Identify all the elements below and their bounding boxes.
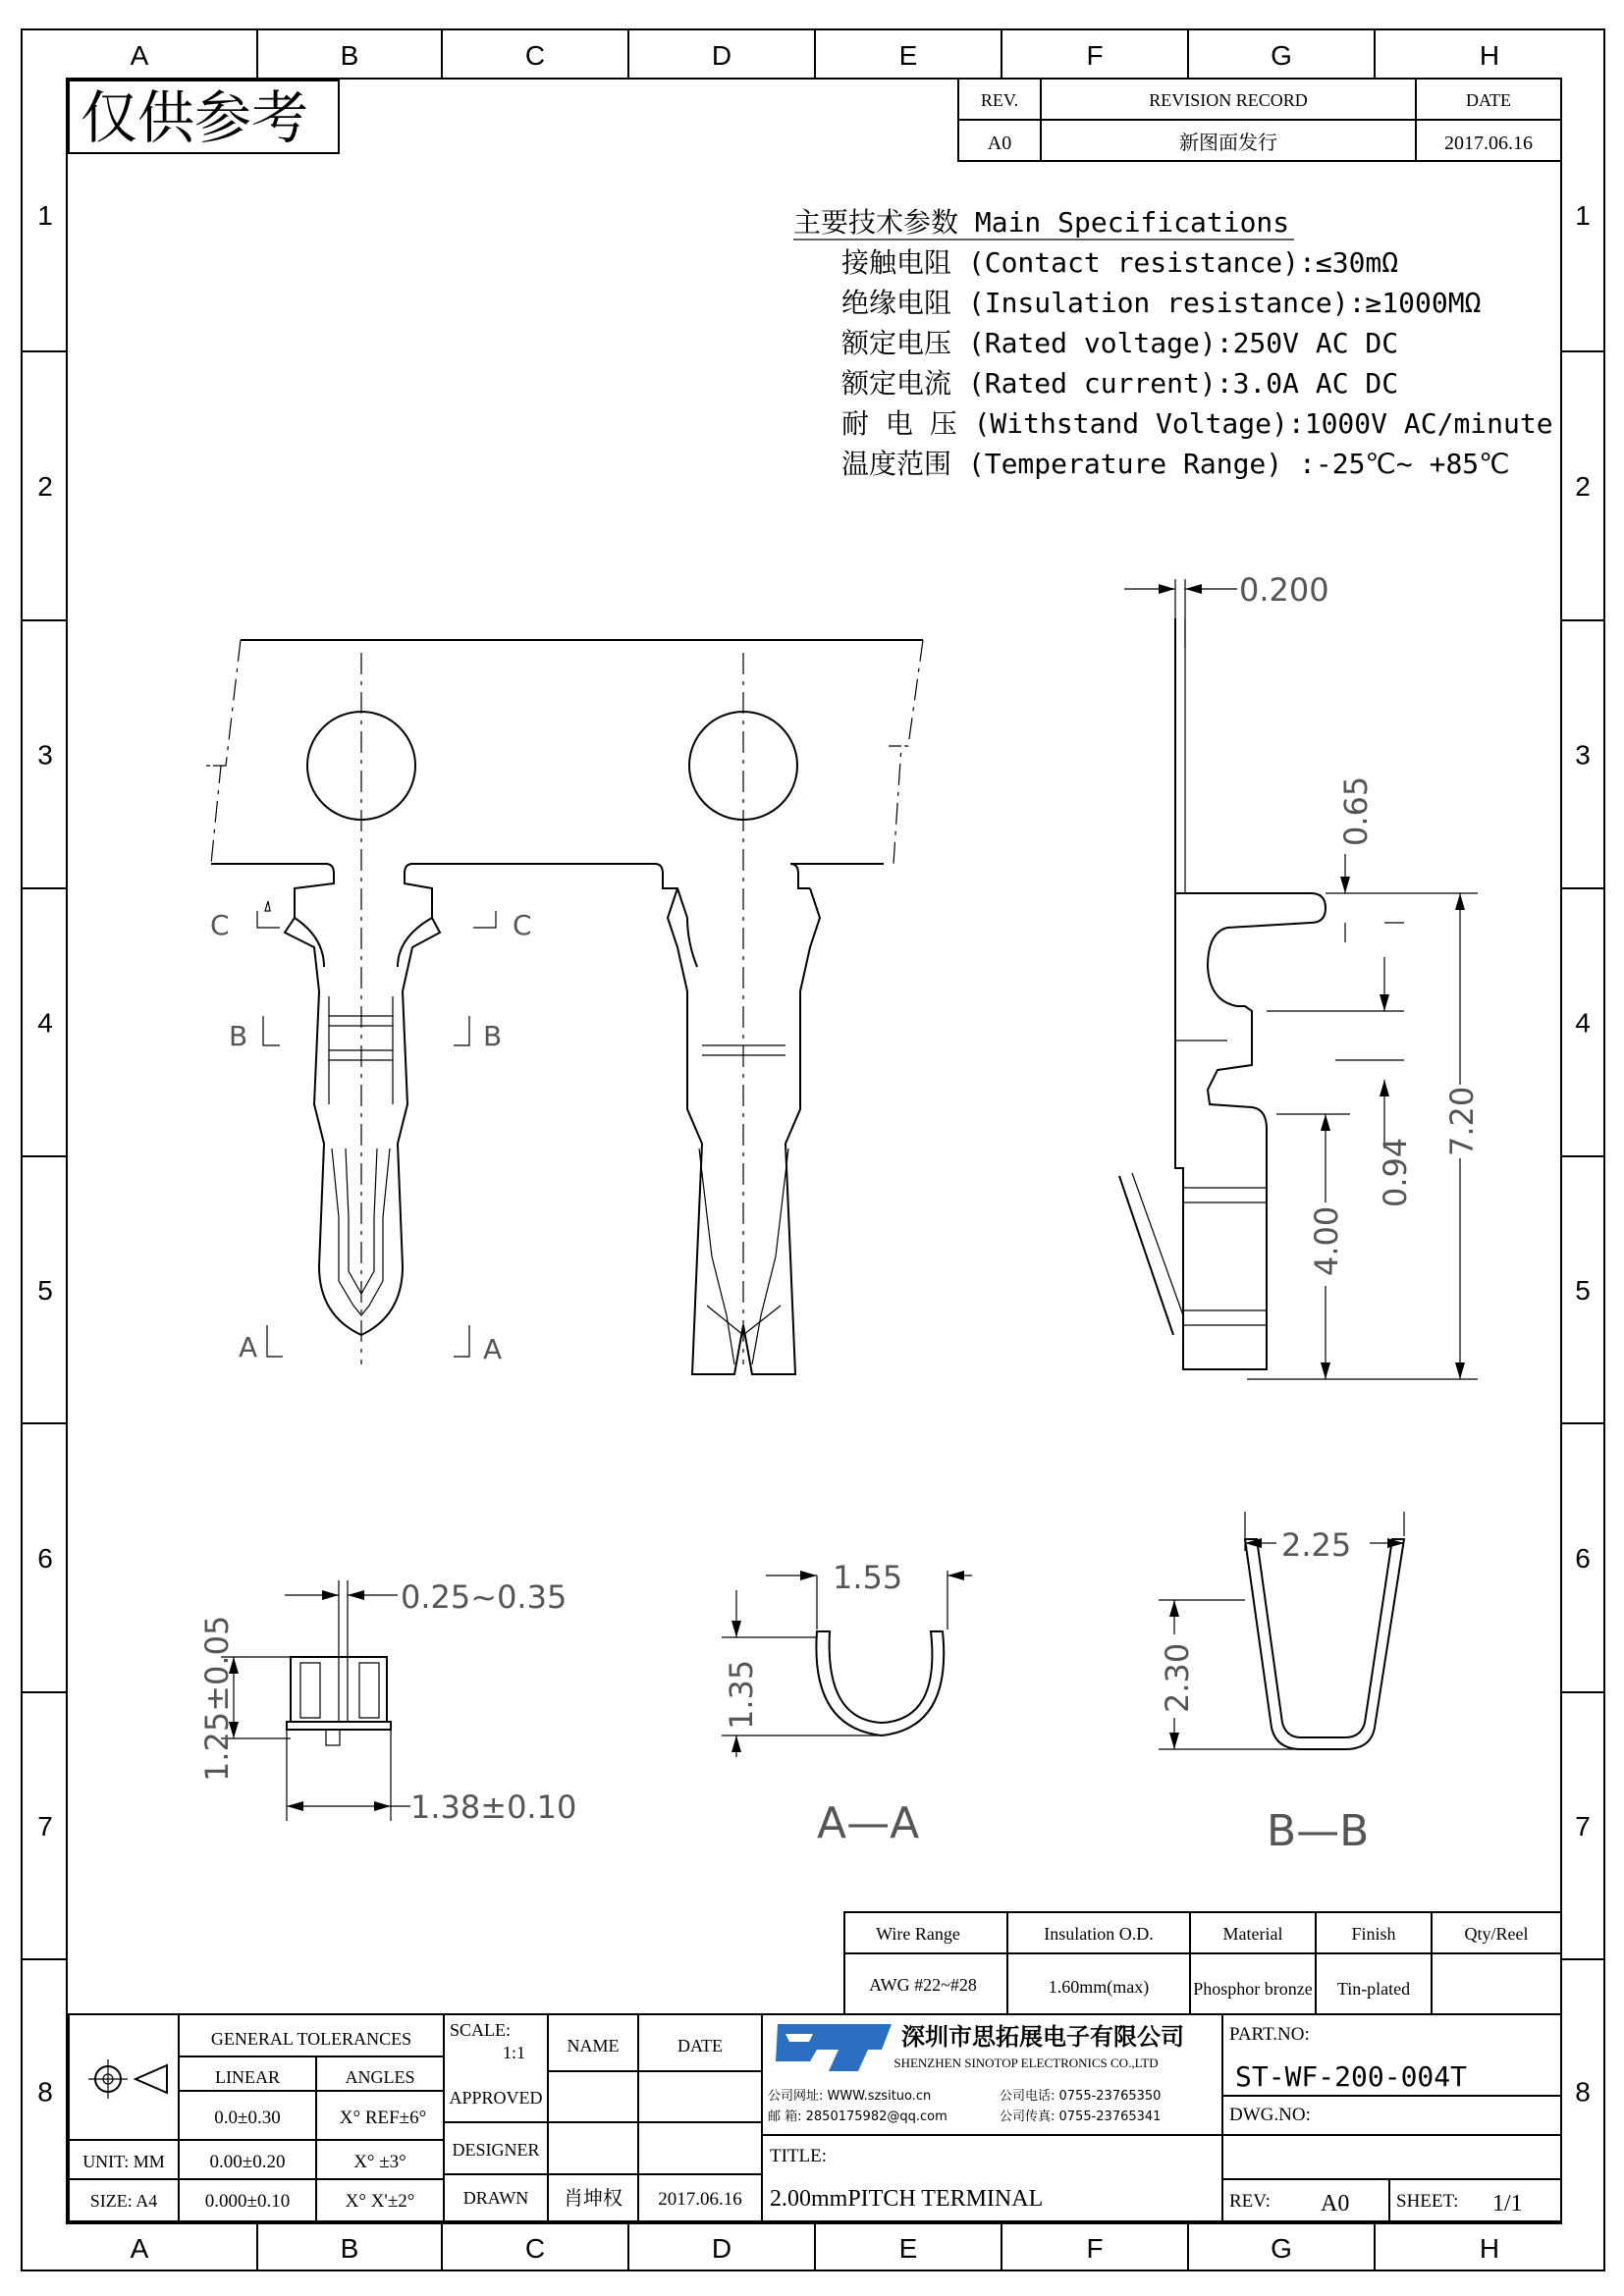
sheet-value: 1/1 (1492, 2191, 1523, 2216)
size-label: SIZE: A4 (89, 2191, 158, 2211)
scale-label: SCALE: (450, 2020, 512, 2040)
zone-row-5-right: 5 (1575, 1275, 1591, 1306)
zone-col-A-top: A (130, 40, 149, 71)
spec-rated-voltage: 额定电压 (Rated voltage):250V AC DC (841, 327, 1399, 359)
dim-gap: 0.25~0.35 (401, 1578, 568, 1616)
zone-col-H-bottom: H (1479, 2233, 1500, 2264)
angles-label: ANGLES (345, 2067, 415, 2087)
sheet-label: SHEET: (1396, 2191, 1459, 2212)
date-header: DATE (1466, 90, 1511, 110)
section-mark-a-left: A (239, 1331, 258, 1363)
main-specifications (793, 206, 1553, 480)
projection-symbol (88, 2059, 167, 2099)
dim-094: 0.94 (1377, 1137, 1414, 1207)
part-no-value: ST-WF-200-004T (1235, 2060, 1468, 2093)
zone-col-F-bottom: F (1086, 2233, 1104, 2264)
zone-row-2-right: 2 (1575, 471, 1591, 502)
zone-row-8-right: 8 (1575, 2076, 1591, 2108)
finish-header: Finish (1351, 1924, 1396, 1944)
qty-reel-header: Qty/Reel (1464, 1924, 1529, 1944)
spec-temperature-range: 温度范围 (Temperature Range) :-25℃~ +85℃ (841, 448, 1510, 480)
insulation-od-header: Insulation O.D. (1044, 1924, 1154, 1944)
scale-value: 1:1 (503, 2043, 526, 2062)
section-marks (210, 901, 532, 1365)
company-phone: 公司电话: 0755-23765350 (1000, 2089, 1162, 2104)
terminal-side-view (1119, 571, 1481, 1379)
zone-row-5-left: 5 (37, 1275, 53, 1306)
section-mark-c-right: C (513, 909, 532, 941)
drawn-name: 肖坤权 (564, 2186, 623, 2210)
zone-col-E-top: E (898, 40, 918, 71)
tol-angle-2: X° ±3° (353, 2152, 406, 2172)
dim-400: 4.00 (1308, 1205, 1345, 1276)
linear-label: LINEAR (215, 2067, 280, 2087)
company-fax: 公司传真: 0755-23765341 (1000, 2109, 1162, 2124)
revision-table (958, 79, 1561, 161)
section-mark-a-right: A (483, 1333, 503, 1365)
rev-value: A0 (987, 133, 1012, 154)
zone-col-B-top: B (340, 40, 359, 71)
material-value: Phosphor bronze (1193, 1979, 1313, 1999)
dim-thickness: 0.200 (1239, 571, 1329, 609)
zone-row-1-left: 1 (37, 200, 53, 231)
general-tolerances-label: GENERAL TOLERANCES (210, 2029, 412, 2049)
tol-linear-1: 0.0±0.30 (214, 2108, 281, 2128)
zone-row-8-left: 8 (37, 2076, 53, 2108)
tol-linear-3: 0.000±0.10 (204, 2191, 291, 2212)
unit-label: UNIT: MM (82, 2152, 165, 2171)
specs-title: 主要技术参数 Main Specifications (793, 206, 1290, 239)
rev-value-block: A0 (1321, 2191, 1350, 2216)
part-no-label: PART.NO: (1229, 2024, 1310, 2045)
zone-row-7-left: 7 (37, 1811, 53, 1842)
zone-row-7-right: 7 (1575, 1811, 1591, 1842)
zone-row-3-left: 3 (37, 739, 53, 771)
zone-col-E-bottom: E (898, 2233, 918, 2264)
wire-range-header: Wire Range (876, 1924, 960, 1944)
section-mark-b-left: B (229, 1020, 248, 1052)
dim-aa-width: 1.55 (833, 1559, 903, 1596)
section-label-bb: B—B (1267, 1806, 1370, 1856)
company-name-en: SHENZHEN SINOTOP ELECTRONICS CO.,LTD (893, 2056, 1159, 2070)
inner-border (67, 79, 1561, 2223)
zone-col-A-bottom: A (130, 2233, 149, 2264)
dim-720: 7.20 (1443, 1086, 1481, 1156)
zone-row-4-left: 4 (37, 1007, 53, 1039)
revision-date-value: 2017.06.16 (1444, 133, 1533, 154)
rev-label: REV: (1229, 2191, 1271, 2212)
zone-row-2-left: 2 (37, 471, 53, 502)
material-table (844, 1912, 1561, 2014)
zone-col-G-bottom: G (1271, 2233, 1292, 2264)
zone-col-F-top: F (1086, 40, 1104, 71)
rev-header: REV. (980, 90, 1019, 110)
dim-bb-width: 2.25 (1281, 1526, 1352, 1564)
zone-row-6-right: 6 (1575, 1543, 1591, 1574)
zone-row-3-right: 3 (1575, 739, 1591, 771)
title-block (69, 2014, 1561, 2221)
dim-bb-height: 2.30 (1159, 1642, 1196, 1713)
company-web: 公司网址: WWW.szsituo.cn (768, 2089, 932, 2104)
zone-row-1-right: 1 (1575, 200, 1591, 231)
spec-insulation-resistance: 绝缘电阻 (Insulation resistance):≥1000MΩ (841, 287, 1482, 319)
spec-rated-current: 额定电流 (Rated current):3.0A AC DC (841, 367, 1399, 400)
spec-contact-resistance: 接触电阻 (Contact resistance):≤30mΩ (841, 246, 1399, 279)
company-name-cn: 深圳市思拓展电子有限公司 (901, 2023, 1184, 2051)
section-label-aa: A—A (817, 1798, 920, 1848)
zone-col-G-top: G (1271, 40, 1292, 71)
crimp-end-view (198, 1578, 576, 1826)
section-mark-b-right: B (483, 1020, 503, 1052)
zone-col-D-top: D (711, 40, 732, 71)
dim-small-width: 1.38±0.10 (410, 1789, 577, 1826)
drawn-label: DRAWN (462, 2188, 529, 2208)
company-email: 邮 箱: 2850175982@qq.com (768, 2109, 947, 2124)
dim-aa-height: 1.35 (723, 1659, 760, 1730)
company-logo (776, 2024, 892, 2071)
name-column-label: NAME (567, 2036, 620, 2056)
insulation-od-value: 1.60mm(max) (1048, 1977, 1150, 1997)
approved-label: APPROVED (449, 2088, 543, 2108)
drawn-date: 2017.06.16 (658, 2189, 742, 2210)
date-column-label: DATE (677, 2036, 723, 2056)
material-header: Material (1222, 1924, 1283, 1944)
revision-record-header: REVISION RECORD (1149, 90, 1308, 110)
dim-small-height: 1.25±0.05 (198, 1615, 236, 1782)
tol-angle-1: X° REF±6° (339, 2108, 427, 2128)
zone-col-D-bottom: D (711, 2233, 732, 2264)
section-b-b (1159, 1512, 1404, 1856)
wire-range-value: AWG #22~#28 (869, 1975, 977, 1995)
section-mark-c-left: C (210, 909, 230, 941)
revision-record-value: 新图面发行 (1179, 131, 1277, 154)
dim-065: 0.65 (1337, 775, 1375, 846)
zone-row-6-left: 6 (37, 1543, 53, 1574)
spec-withstand-voltage: 耐 电 压 (Withstand Voltage):1000V AC/minute (841, 407, 1553, 440)
zone-row-4-right: 4 (1575, 1007, 1591, 1039)
zone-col-B-bottom: B (340, 2233, 359, 2264)
zone-col-C-top: C (524, 40, 546, 71)
dwg-no-label: DWG.NO: (1229, 2105, 1311, 2125)
title-label: TITLE: (770, 2146, 828, 2166)
section-a-a (722, 1559, 972, 1848)
zone-col-C-bottom: C (524, 2233, 546, 2264)
tol-linear-2: 0.00±0.20 (209, 2152, 286, 2172)
zone-col-H-top: H (1479, 40, 1500, 71)
title-value: 2.00mmPITCH TERMINAL (770, 2186, 1044, 2212)
tol-angle-3: X° X'±2° (345, 2191, 415, 2212)
designer-label: DESIGNER (452, 2140, 540, 2160)
terminal-front-view (206, 640, 923, 1374)
finish-value: Tin-plated (1336, 1979, 1411, 1999)
stamp-text: 仅供参考 (81, 84, 309, 151)
